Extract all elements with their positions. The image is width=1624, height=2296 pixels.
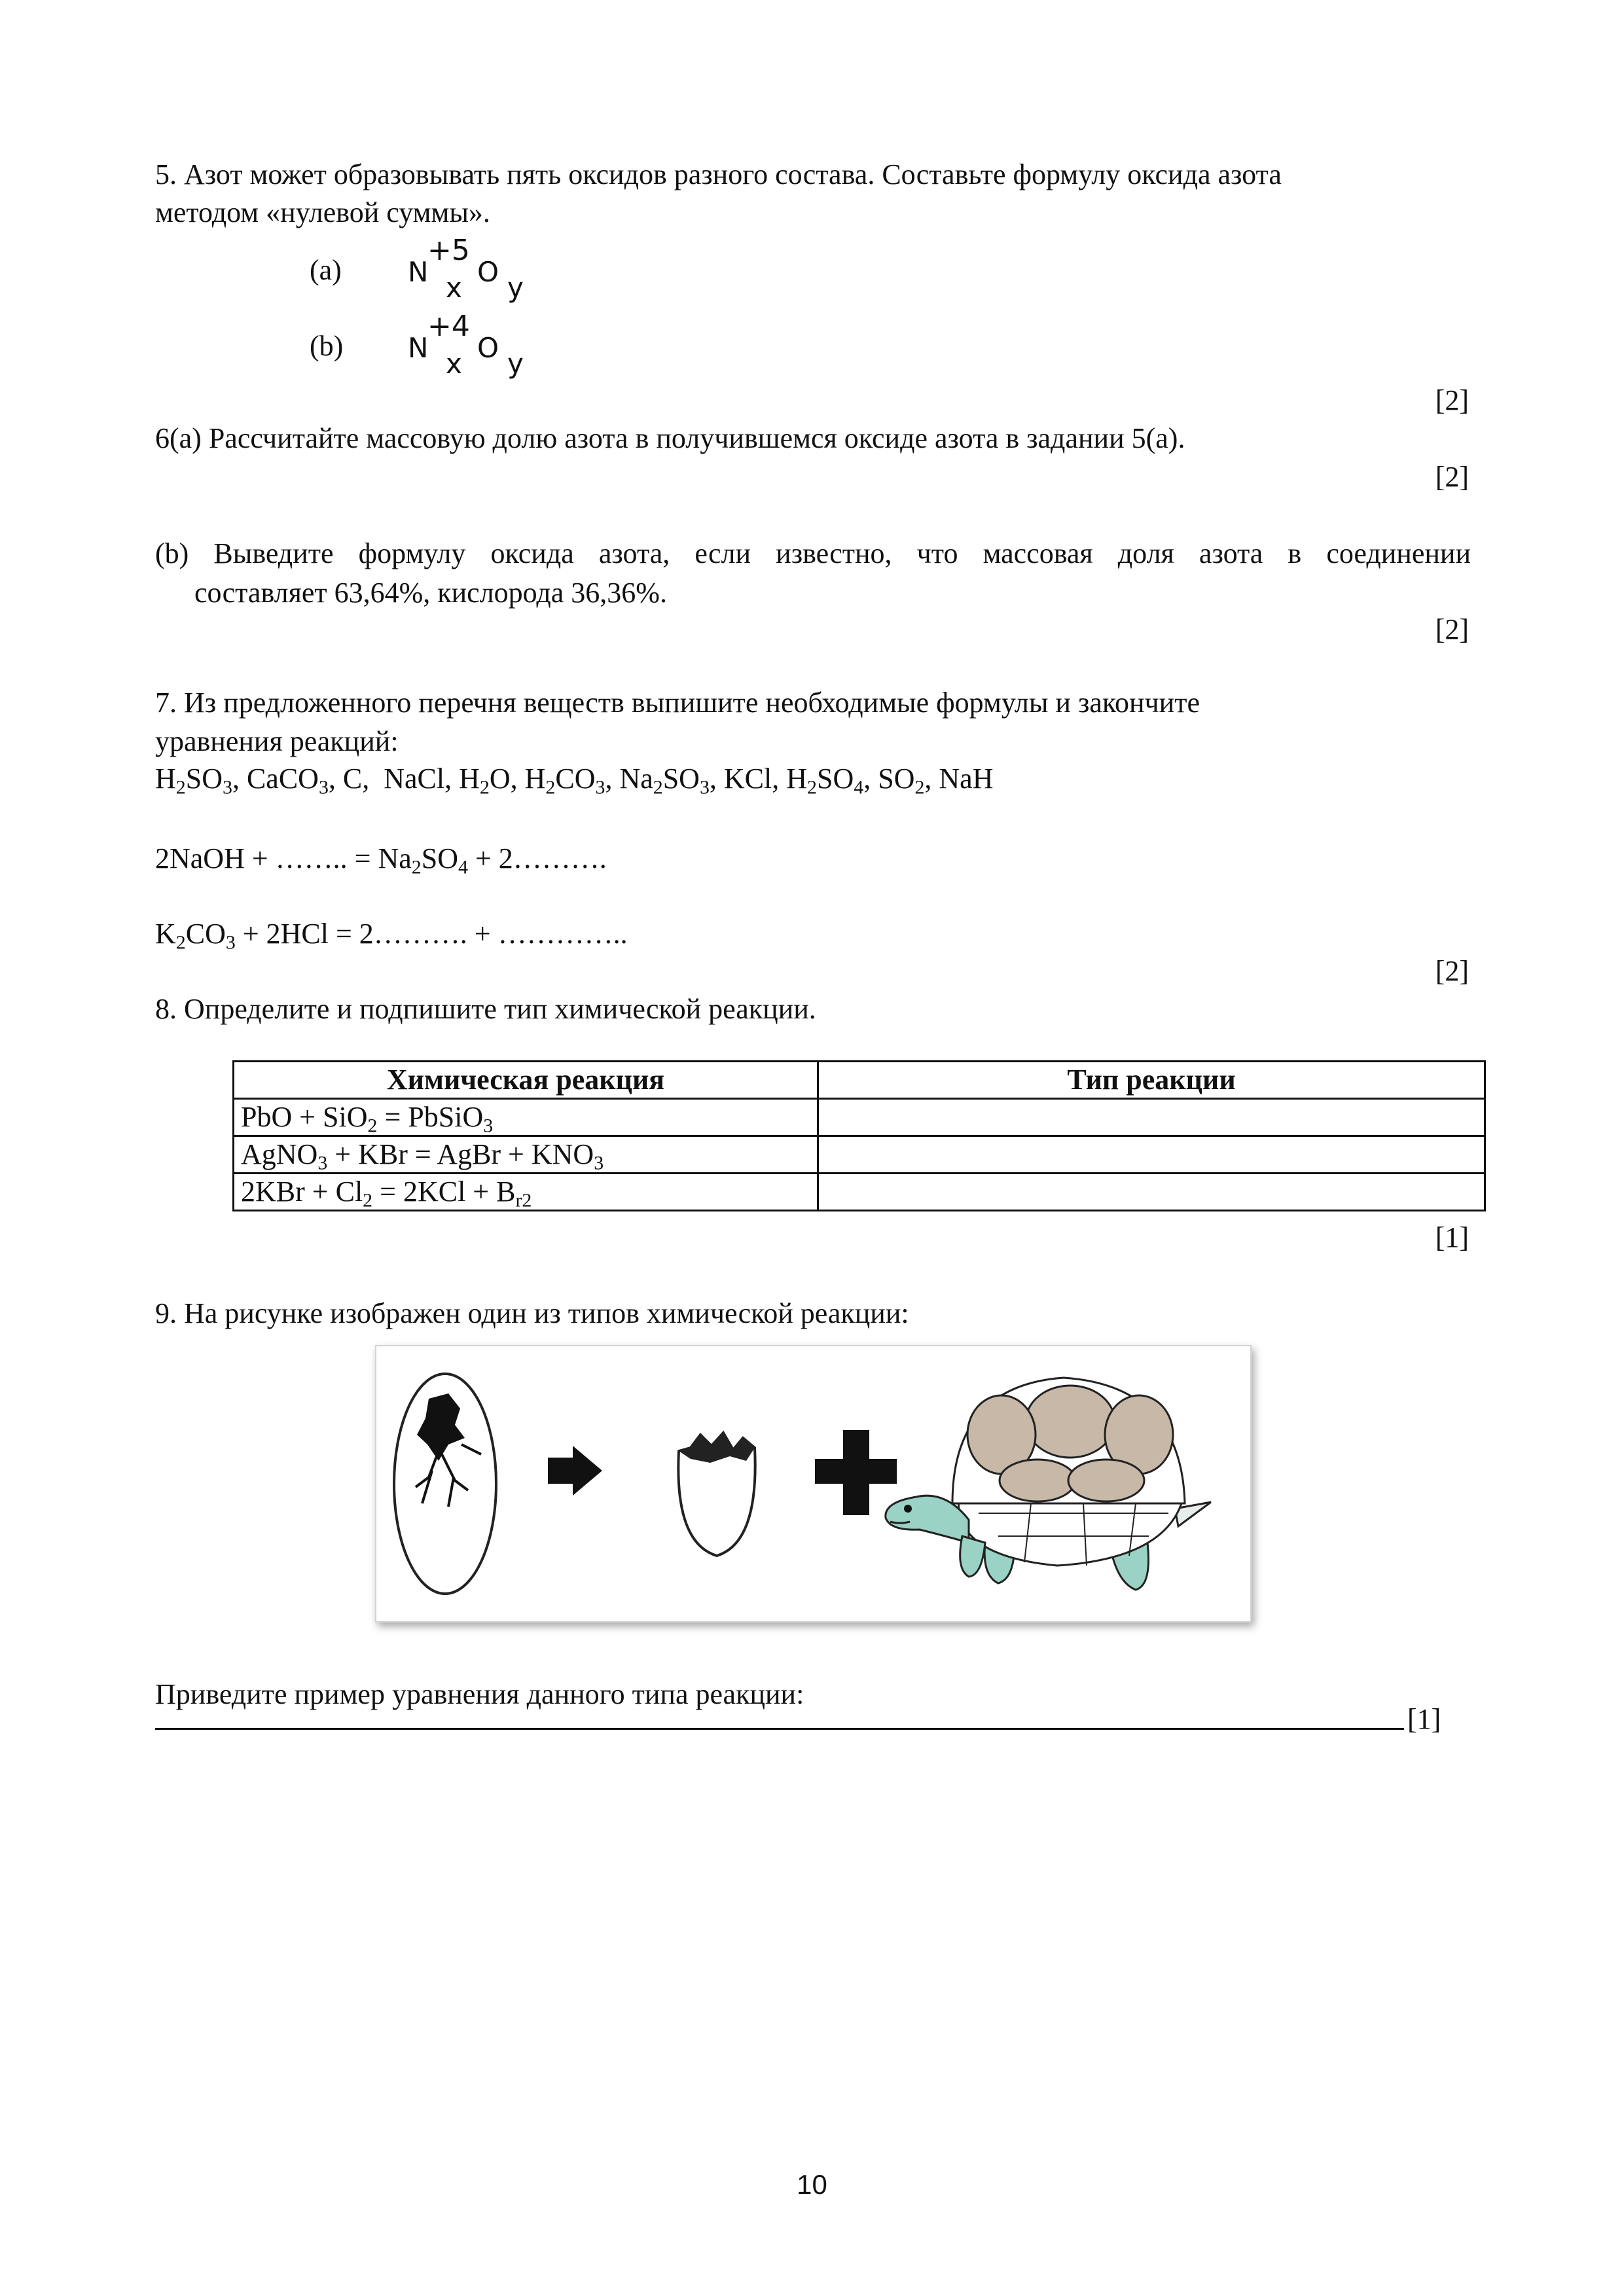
q6-b-marks: [2]	[1435, 613, 1469, 645]
answer-line[interactable]	[155, 1727, 1404, 1730]
header-reaction: Химическая реакция	[234, 1062, 818, 1099]
q9-marks: [1]	[1407, 1703, 1441, 1735]
q7-line1: 7. Из предложенного перечня веществ выпишите необходимые формулы и закончите	[155, 687, 1200, 719]
q5-marks: [2]	[1435, 384, 1469, 416]
q7-substance-list: $H_2SO_3$, CaCO$_3$, C, NaCl, $H_2O$, $H_2CO_3$, $Na_2SO_3$, KCl, $H_2SO_4$, $SO_2$, NaH	[155, 762, 994, 798]
header-type: Тип реакции	[818, 1062, 1485, 1099]
formula-b-index1: x	[446, 348, 462, 380]
reaction-type-table	[232, 1060, 1486, 1211]
answer-cell[interactable]	[818, 1099, 1485, 1136]
table-row	[234, 1174, 1485, 1211]
formula-a-charge: +5	[427, 234, 470, 267]
turtle-icon	[886, 1378, 1211, 1590]
q9-text: 9. На рисунке изображен один из типов химической реакции:	[155, 1297, 909, 1329]
q9-prompt: Приведите пример уравнения данного типа реакции:	[155, 1678, 804, 1710]
formula-a-element1: N	[408, 256, 429, 288]
broken-eggshell-icon	[678, 1433, 755, 1556]
q7-line2: уравнения реакций:	[155, 725, 399, 757]
q6-a-marks: [2]	[1435, 461, 1469, 493]
cracked-egg-icon	[394, 1374, 496, 1594]
reaction-illustration	[375, 1345, 1252, 1623]
formula-b-element1: N	[408, 332, 429, 364]
q8-marks: [1]	[1435, 1221, 1469, 1253]
answer-cell[interactable]	[818, 1174, 1485, 1211]
formula-a-index1: x	[446, 272, 462, 304]
q6-b-line1: (b) Выведите формулу оксида азота, если известно, что массовая доля азота в соединении	[155, 537, 1471, 569]
q5-line1: 5. Азот может образовывать пять оксидов разного состава. Составьте формулу оксида азота	[155, 158, 1282, 190]
q7-marks: [2]	[1435, 955, 1469, 987]
q5-line2: методом «нулевой суммы».	[155, 196, 490, 228]
table-row	[234, 1136, 1485, 1174]
reaction-cell: PbO + SiO$_2$ = PbSiO$_3$	[234, 1099, 818, 1136]
table-header-row	[234, 1062, 1485, 1099]
formula-a-element2: O	[477, 256, 499, 288]
q7-equation-2: $K_2CO_3 + 2HCl$ = 2………. + …………..	[155, 918, 628, 954]
formula-a-index2: y	[507, 272, 524, 304]
arrow-icon	[548, 1446, 602, 1496]
q5-b-label: (b)	[310, 330, 344, 362]
reaction-cell: $2KBr + Cl_2 = 2KCl + B_{r2}$	[234, 1174, 818, 1211]
reaction-cell: AgNO$_3$ + KBr = AgBr + $KNO_3$	[234, 1136, 818, 1174]
plus-icon	[815, 1430, 897, 1515]
page-number: 10	[797, 2169, 827, 2200]
q6-b-line2: составляет 63,64%, кислорода 36,36%.	[194, 577, 667, 609]
q6-a-text: 6(a) Рассчитайте массовую долю азота в получившемся оксиде азота в задании 5(a).	[155, 422, 1185, 454]
formula-b-index2: y	[507, 348, 524, 380]
formula-b-element2: O	[477, 332, 499, 364]
q8-text: 8. Определите и подпишите тип химической реакции.	[155, 993, 816, 1025]
q5-a-label: (a)	[310, 254, 342, 286]
formula-b-charge: +4	[427, 310, 470, 343]
q7-equation-1: 2NaOH + …….. = $Na_2SO_4$ + 2……….	[155, 842, 607, 878]
table-row	[234, 1099, 1485, 1136]
answer-cell[interactable]	[818, 1136, 1485, 1174]
